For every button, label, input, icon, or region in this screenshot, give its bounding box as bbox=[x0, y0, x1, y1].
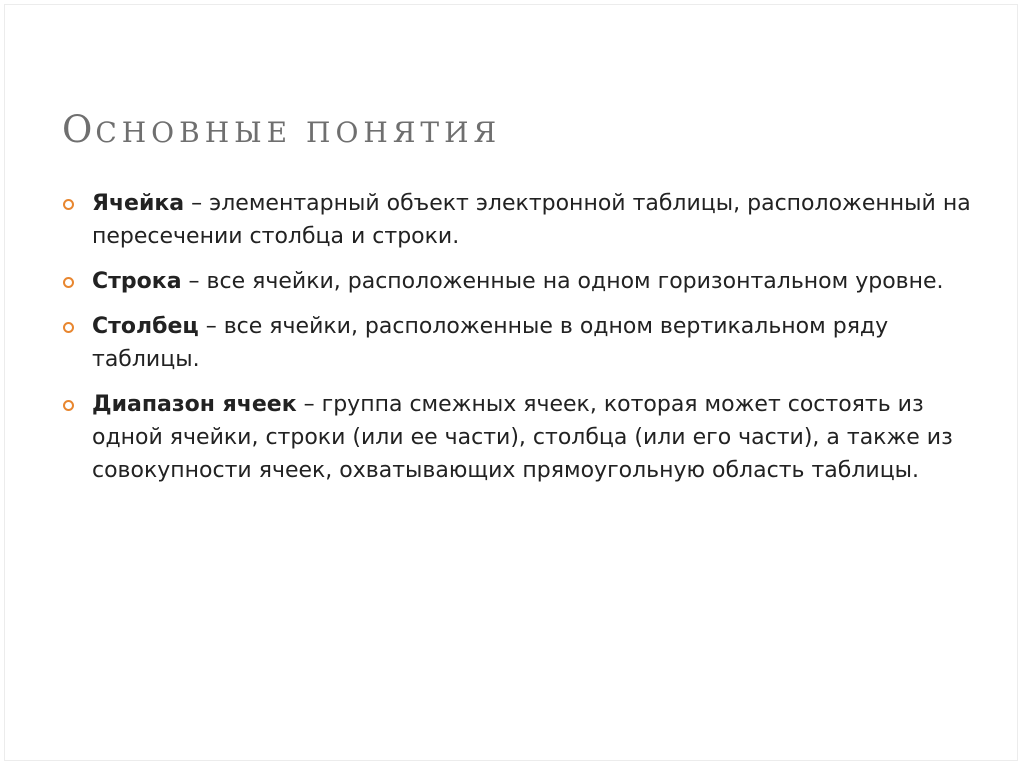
definition-range: – группа смежных ячеек, которая может состоять из одной ячейки, строки (или ее части), столбца (или его части), а также из совокупности ячеек, охватывающих прямоугольную область таблицы. bbox=[92, 392, 953, 483]
ring-bullet-icon bbox=[63, 199, 74, 210]
ring-bullet-icon bbox=[63, 322, 74, 333]
term-range: Диапазон ячеек bbox=[92, 392, 297, 417]
slide-title bbox=[62, 108, 501, 152]
ring-bullet-icon bbox=[63, 400, 74, 411]
term-row: Строка bbox=[92, 269, 182, 294]
title-rest: СНОВНЫЕ ПОНЯТИЯ bbox=[95, 116, 502, 149]
definition-row: – все ячейки, расположенные на одном горизонтальном уровне. bbox=[181, 269, 944, 294]
bullet-list bbox=[92, 187, 972, 499]
ring-bullet-icon bbox=[63, 277, 74, 288]
title-first-letter: О bbox=[62, 108, 96, 151]
definition-column: – все ячейки, расположенные в одном вертикальном ряду таблицы. bbox=[92, 314, 889, 372]
term-column: Столбец bbox=[92, 314, 199, 339]
bullet-item-column bbox=[92, 310, 972, 376]
term-cell: Ячейка bbox=[92, 191, 185, 216]
bullet-item-range bbox=[92, 388, 972, 487]
definition-cell: – элементарный объект электронной таблицы, расположенный на пересечении столбца и строки. bbox=[92, 191, 971, 249]
bullet-item-cell bbox=[92, 187, 972, 253]
bullet-item-row bbox=[92, 265, 972, 298]
